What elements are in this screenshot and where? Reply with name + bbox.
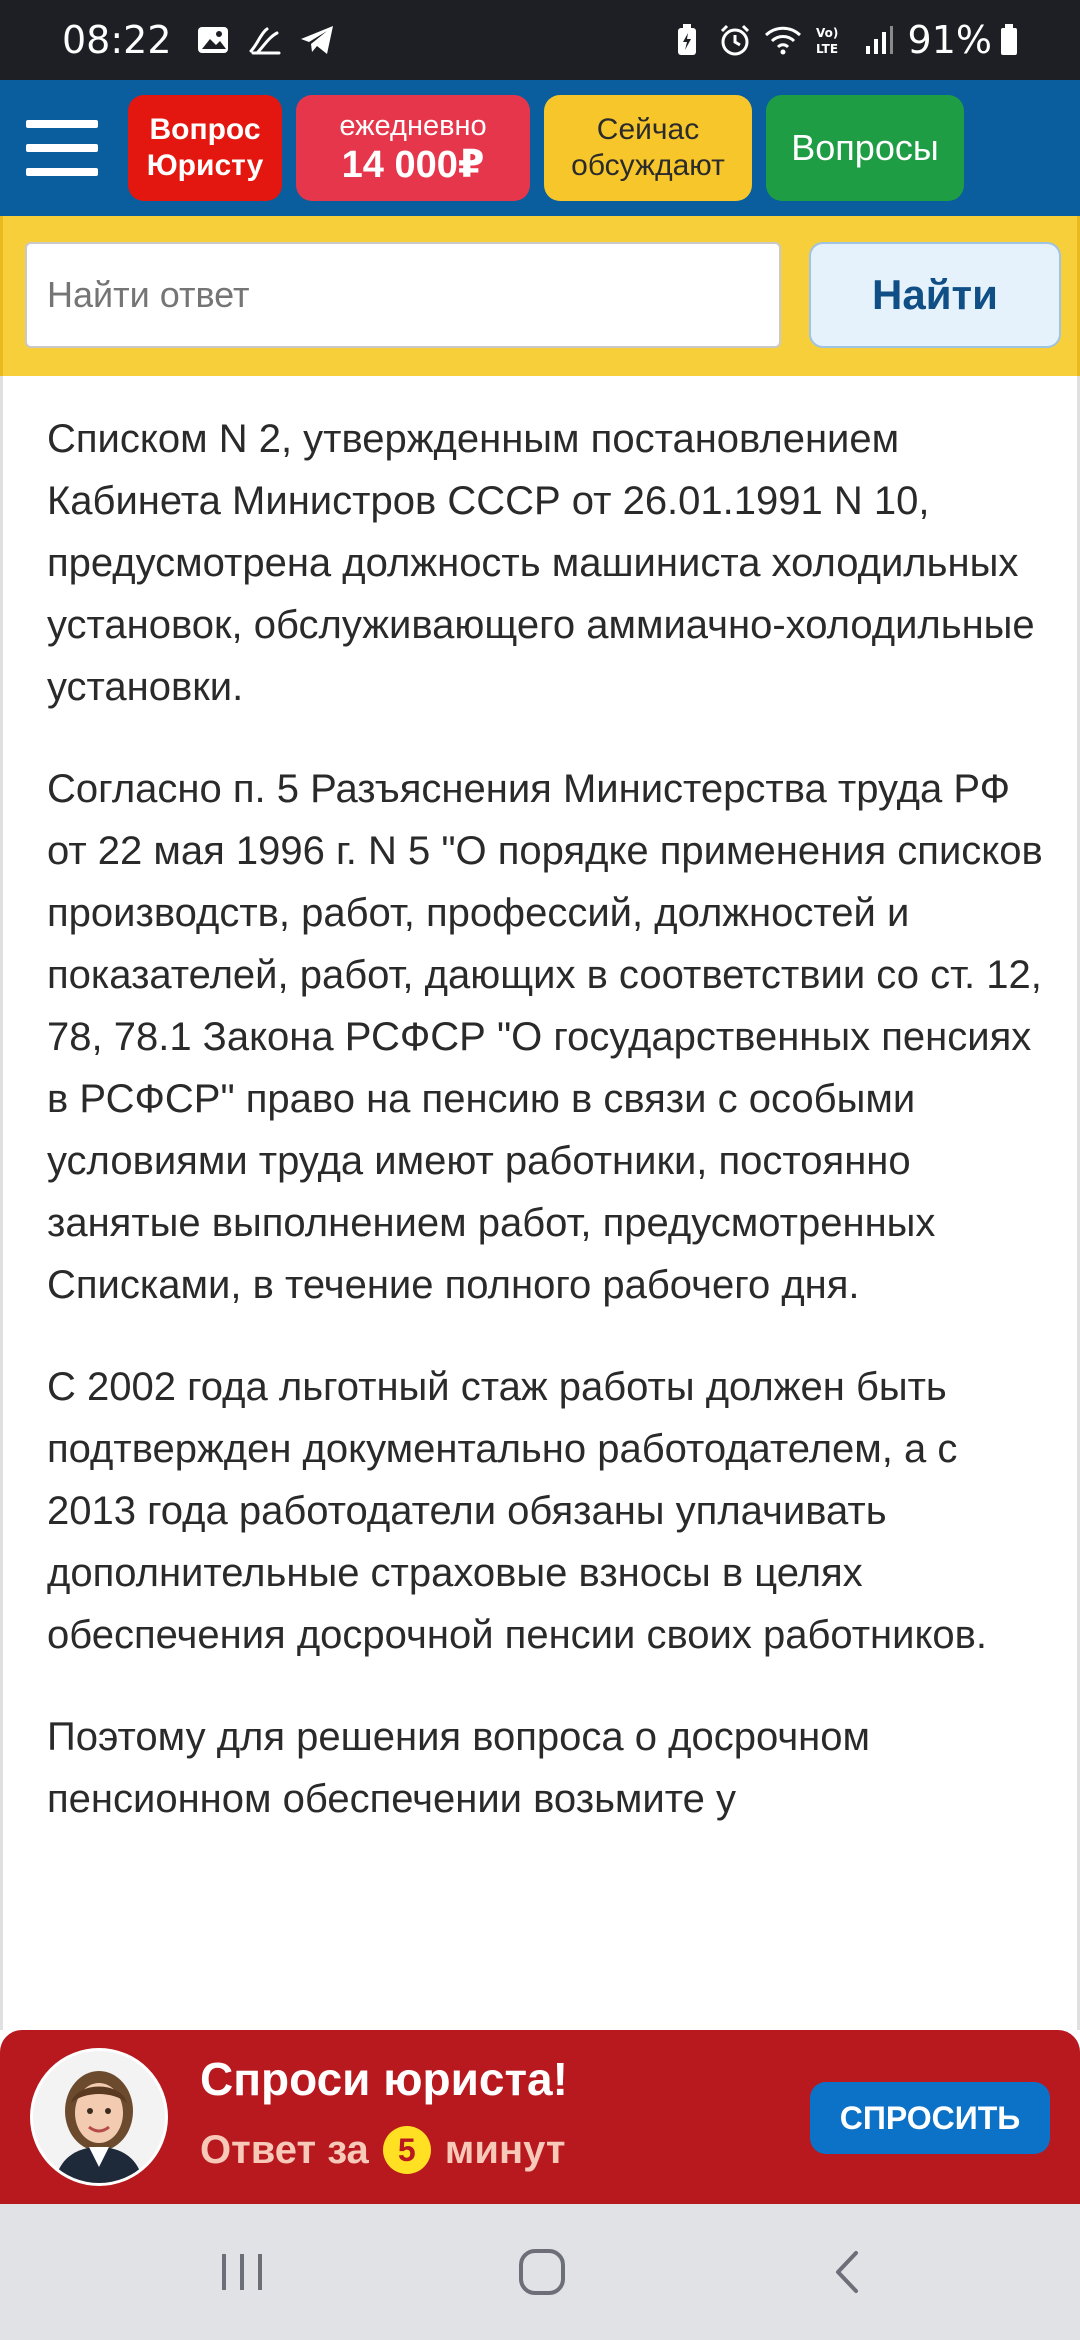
- svg-text:Vo): Vo): [815, 26, 838, 40]
- telegram-icon: [298, 21, 336, 59]
- ask-lawyer-button[interactable]: [128, 95, 282, 201]
- daily-amount: 14 000₽: [341, 144, 485, 186]
- recent-apps-icon[interactable]: [212, 2242, 272, 2302]
- search-button[interactable]: Найти: [809, 242, 1061, 348]
- menu-icon[interactable]: [26, 120, 98, 176]
- discussing-line2: обсуждают: [571, 149, 725, 182]
- ask-lawyer-line2: Юристу: [146, 149, 264, 182]
- questions-button[interactable]: [766, 95, 964, 201]
- article-paragraph: Согласно п. 5 Разъяснения Министерства труда РФ от 22 мая 1996 г. N 5 "О порядке применения списков производств, работ, профессий, должностей и показателей, работ, дающих в соответствии со ст. 12, 78, 78.1 Закона РСФСР "О государственных пенсиях в РСФСР" право на пенсию в связи с особыми условиями труда имеют работники, постоянно занятые выполнением работ, предусмотренных Списками, в течение полного рабочего дня.: [47, 767, 1043, 1307]
- volte-icon: [812, 21, 850, 59]
- ask-lawyer-banner[interactable]: [0, 2030, 1080, 2204]
- status-left: [62, 18, 350, 62]
- status-time: 08:22: [62, 18, 172, 62]
- article-content: [0, 376, 1080, 2030]
- daily-label: ежедневно: [339, 110, 487, 142]
- article-paragraph: С 2002 года льготный стаж работы должен быть подтвержден документально работодателем, а с 2013 года работодатели обязаны уплачивать дополнительные страховые взносы в целях обеспечения досрочной пенсии своих работников.: [47, 1365, 988, 1657]
- ask-banner-title: Спроси юриста!: [200, 2053, 568, 2105]
- article-paragraph: Списком N 2, утвержденным постановлением Кабинета Министров СССР от 26.01.1991 N 10, предусмотрена должность машиниста холодильных установок, обслуживающего аммиачно-холодильные установки.: [47, 417, 1035, 709]
- avatar: [30, 2048, 168, 2186]
- signal-icon: [860, 21, 898, 59]
- status-bar: [0, 0, 1080, 80]
- ask-lawyer-line1: Вопрос: [149, 113, 261, 146]
- ask-subtitle-prefix: Ответ за: [200, 2127, 369, 2172]
- discussing-now-button[interactable]: [544, 95, 752, 201]
- alarm-icon: [716, 21, 754, 59]
- svg-text:LTE: LTE: [815, 42, 838, 56]
- top-nav: [0, 80, 1080, 216]
- back-icon[interactable]: [818, 2242, 878, 2302]
- ask-banner-subtitle: [200, 2126, 565, 2174]
- questions-label: Вопросы: [791, 127, 939, 168]
- battery-icon: [998, 21, 1020, 59]
- daily-payout-button[interactable]: [296, 95, 530, 201]
- search-bar: [0, 216, 1080, 376]
- battery-percent: 91%: [907, 18, 992, 62]
- image-icon: [194, 21, 232, 59]
- wifi-icon: [764, 21, 802, 59]
- gesture-icon: [246, 21, 284, 59]
- article-paragraph: Поэтому для решения вопроса о досрочном пенсионном обеспечении возьмите у: [47, 1715, 870, 1821]
- ask-button[interactable]: СПРОСИТЬ: [810, 2082, 1050, 2154]
- search-input[interactable]: [25, 242, 781, 348]
- battery-saver-icon: [668, 21, 706, 59]
- minutes-badge: 5: [383, 2126, 431, 2174]
- discussing-line1: Сейчас: [596, 113, 700, 146]
- system-nav-bar: [0, 2204, 1080, 2340]
- ask-subtitle-suffix: минут: [444, 2127, 566, 2172]
- home-icon[interactable]: [512, 2242, 572, 2302]
- status-right: [668, 18, 1020, 62]
